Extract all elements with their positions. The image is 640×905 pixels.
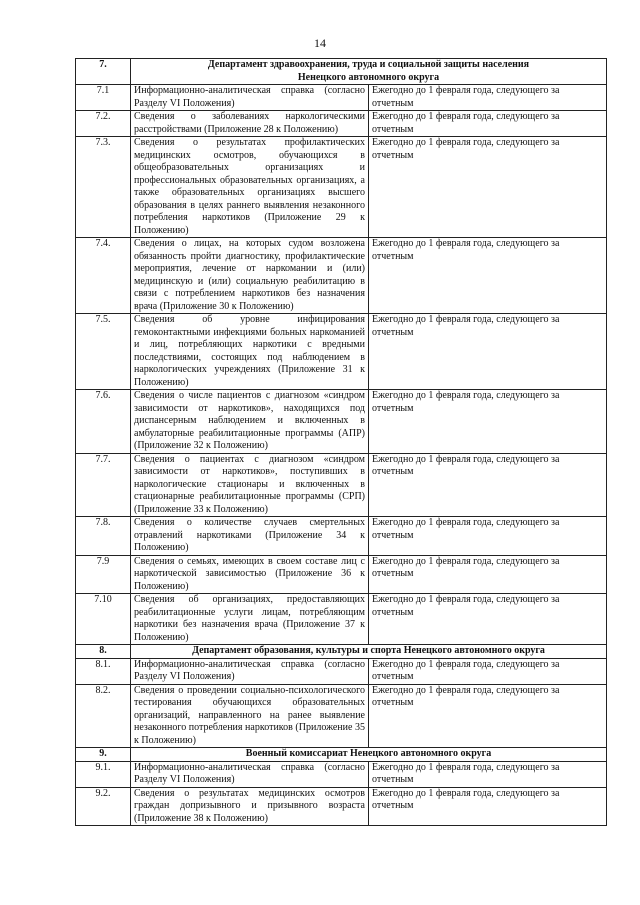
row-description: Сведения о числе пациентов с диагнозом «синдром зависимости от наркотиков», находящихся под диспансерным наблюдением и включенных в амбулаторные реабилитационные программы (АПР) (Приложение 32 к Положению) <box>131 390 369 454</box>
row-number: 7.2. <box>76 111 131 137</box>
row-deadline: Ежегодно до 1 февраля года, следующего за отчетным <box>369 594 607 645</box>
section-title-text: Департамент образования, культуры и спорта Ненецкого автономного округа <box>192 645 545 656</box>
row-description: Сведения об уровне инфицирования гемоконтактными инфекциями больных наркоманией и лиц, потребляющих наркотики с вредными последствиями, состоящих под наблюдением в наркологических учреждениях (Приложение 31 к Положению) <box>131 314 369 390</box>
row-description: Сведения о лицах, на которых судом возложена обязанность пройти диагностику, профилактические мероприятия, лечение от наркомании и (или) медицинскую и (или) социальную реабилитацию в связи с потреблением наркотиков без назначения врача (Приложение 30 к Положению) <box>131 238 369 314</box>
row-deadline: Ежегодно до 1 февраля года, следующего за отчетным <box>369 684 607 748</box>
reporting-table-body <box>76 59 607 826</box>
row-deadline: Ежегодно до 1 февраля года, следующего за отчетным <box>369 761 607 787</box>
row-description: Сведения о пациентах с диагнозом «синдром зависимости от наркотиков», поступивших в наркологические стационары и включенных в стационарные реабилитационные программы (СРП) (Приложение 33 к Положению) <box>131 453 369 517</box>
row-description: Сведения о результатах профилактических медицинских осмотров, обучающихся в общеобразовательных организациях и профессиональных образовательных организациях, а также образовательных организациях высшего образования в целях раннего выявления незаконного потребления наркотиков (Приложение 29 к Положению) <box>131 137 369 238</box>
table-row <box>76 314 607 390</box>
section-title <box>131 645 607 659</box>
table-row <box>76 111 607 137</box>
reporting-table <box>75 58 607 826</box>
row-number: 7.10 <box>76 594 131 645</box>
section-title-text: Департамент здравоохранения, труда и социальной защиты населения Ненецкого автономного округа <box>207 59 530 83</box>
section-row <box>76 645 607 659</box>
table-row <box>76 658 607 684</box>
row-description: Сведения о семьях, имеющих в своем составе лиц с наркотической зависимостью (Приложение 36 к Положению) <box>131 555 369 594</box>
row-deadline: Ежегодно до 1 февраля года, следующего за отчетным <box>369 111 607 137</box>
row-description: Сведения о результатах медицинских осмотров граждан допризывного и призывного возраста (Приложение 38 к Положению) <box>131 787 369 826</box>
row-number: 7.3. <box>76 137 131 238</box>
row-number: 7.6. <box>76 390 131 454</box>
section-number: 9. <box>76 748 131 762</box>
section-title <box>131 59 607 85</box>
table-row <box>76 453 607 517</box>
row-description: Сведения о заболеваниях наркологическими расстройствами (Приложение 28 к Положению) <box>131 111 369 137</box>
row-number: 8.1. <box>76 658 131 684</box>
row-deadline: Ежегодно до 1 февраля года, следующего за отчетным <box>369 787 607 826</box>
section-row <box>76 59 607 85</box>
row-deadline: Ежегодно до 1 февраля года, следующего за отчетным <box>369 137 607 238</box>
row-description: Информационно-аналитическая справка (согласно Разделу VI Положения) <box>131 761 369 787</box>
row-deadline: Ежегодно до 1 февраля года, следующего за отчетным <box>369 390 607 454</box>
row-deadline: Ежегодно до 1 февраля года, следующего за отчетным <box>369 314 607 390</box>
row-description: Сведения об организациях, предоставляющих реабилитационные услуги лицам, потребляющим наркотики без назначения врача (Приложение 37 к Положению) <box>131 594 369 645</box>
page-number: 14 <box>314 36 326 50</box>
row-number: 9.2. <box>76 787 131 826</box>
section-title-text: Военный комиссариат Ненецкого автономного округа <box>245 748 492 759</box>
table-row <box>76 390 607 454</box>
row-number: 7.5. <box>76 314 131 390</box>
row-number: 7.9 <box>76 555 131 594</box>
row-number: 8.2. <box>76 684 131 748</box>
section-title <box>131 748 607 762</box>
row-deadline: Ежегодно до 1 февраля года, следующего за отчетным <box>369 658 607 684</box>
row-number: 7.8. <box>76 517 131 556</box>
table-row <box>76 761 607 787</box>
table-row <box>76 517 607 556</box>
row-deadline: Ежегодно до 1 февраля года, следующего за отчетным <box>369 85 607 111</box>
table-row <box>76 137 607 238</box>
row-number: 9.1. <box>76 761 131 787</box>
table-row <box>76 594 607 645</box>
table-row <box>76 555 607 594</box>
row-description: Сведения о проведении социально-психологического тестирования обучающихся образовательных организаций, направленного на ранее выявление незаконного потребления наркотиков (Приложение 35 к Положению) <box>131 684 369 748</box>
row-deadline: Ежегодно до 1 февраля года, следующего за отчетным <box>369 555 607 594</box>
row-description: Информационно-аналитическая справка (согласно Разделу VI Положения) <box>131 658 369 684</box>
row-number: 7.1 <box>76 85 131 111</box>
row-deadline: Ежегодно до 1 февраля года, следующего за отчетным <box>369 238 607 314</box>
section-number: 8. <box>76 645 131 659</box>
table-row <box>76 238 607 314</box>
row-deadline: Ежегодно до 1 февраля года, следующего за отчетным <box>369 517 607 556</box>
row-number: 7.4. <box>76 238 131 314</box>
row-description: Информационно-аналитическая справка (согласно Разделу VI Положения) <box>131 85 369 111</box>
table-row <box>76 684 607 748</box>
row-deadline: Ежегодно до 1 февраля года, следующего за отчетным <box>369 453 607 517</box>
table-row <box>76 787 607 826</box>
section-number: 7. <box>76 59 131 85</box>
section-row <box>76 748 607 762</box>
row-description: Сведения о количестве случаев смертельных отравлений наркотиками (Приложение 34 к Положению) <box>131 517 369 556</box>
table-row <box>76 85 607 111</box>
row-number: 7.7. <box>76 453 131 517</box>
